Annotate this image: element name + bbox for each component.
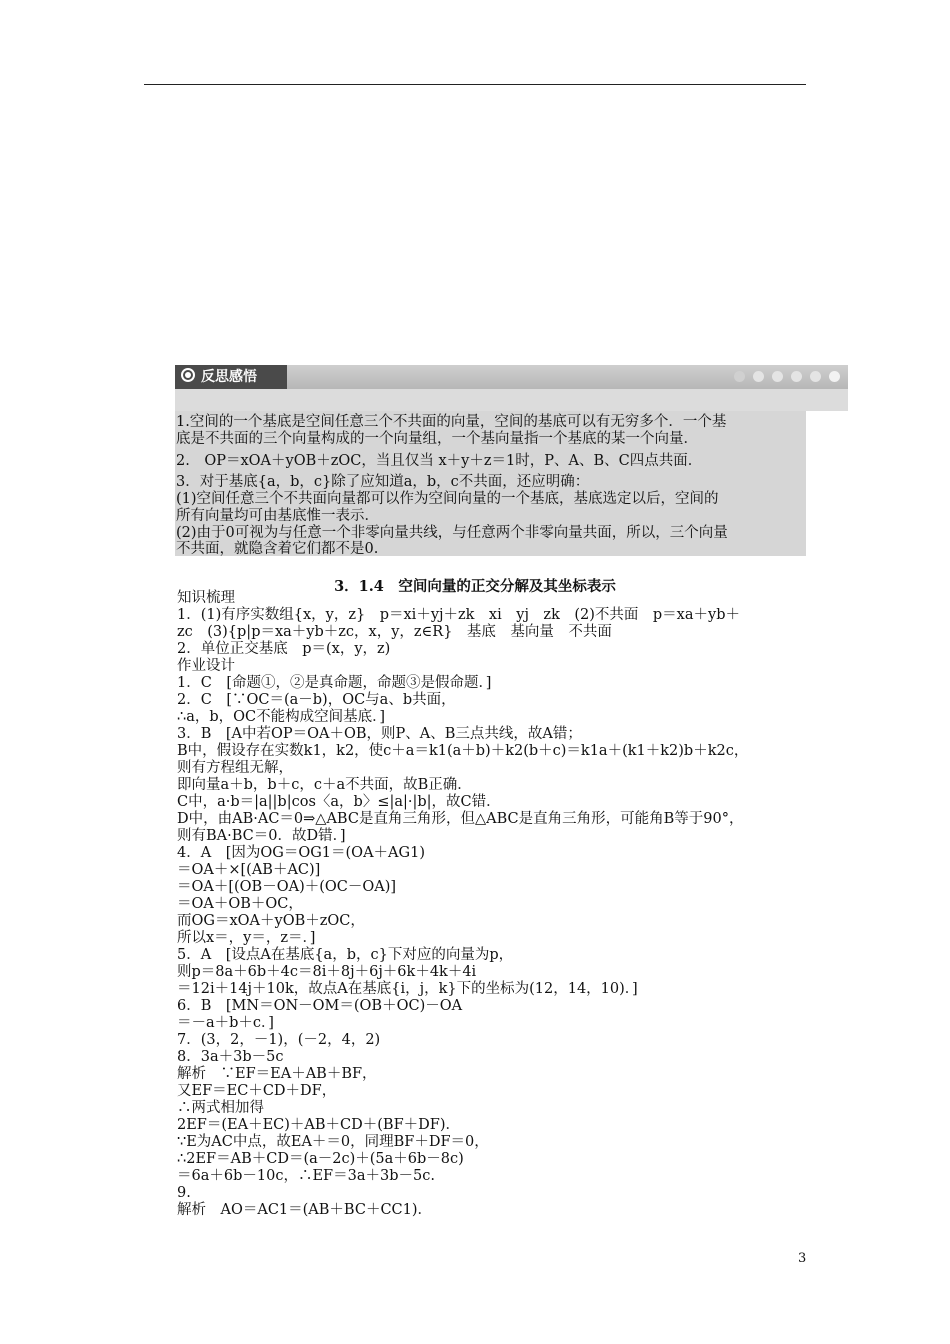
body-line: 2EF＝(EA＋EC)＋AB＋CD＋(BF＋DF)． <box>177 1117 460 1133</box>
body-line: 则有方程组无解， <box>177 760 293 776</box>
body-line: 9. <box>177 1185 191 1201</box>
body-line: ∴a，b，OC不能构成空间基底．] <box>177 709 386 725</box>
body-line: ＝12i＋14j＋10k，故点A在基底{i，j，k}下的坐标为(12，14，10)．] <box>177 981 638 997</box>
body-line: ＝OA＋[(OB－OA)＋(OC－OA)] <box>177 879 397 895</box>
body-line: 7．(3，2，－1)，(－2，4，2) <box>177 1032 381 1048</box>
decorative-dots <box>734 371 840 382</box>
body-line: 而OG＝xOA＋yOB＋zOC， <box>177 913 365 929</box>
reflection-label: 反思感悟 <box>201 369 257 385</box>
body-line: 则有BA·BC＝0．故D错．] <box>177 828 346 844</box>
summary-line: 底是不共面的三个向量构成的一个向量组，一个基向量指一个基底的某一个向量． <box>176 431 698 447</box>
body-line: 解析 ∵EF＝EA＋AB＋BF， <box>177 1066 377 1082</box>
body-line: 1．(1)有序实数组{x，y，z} p＝xi＋yj＋zk xi yj zk (2)不共面 p＝xa＋yb＋ <box>177 607 740 623</box>
summary-line: (2)由于0可视为与任意一个非零向量共线，与任意两个非零向量共面，所以，三个向量 <box>176 525 728 541</box>
body-line: 2．单位正交基底 p＝(x，y，z) <box>177 641 391 657</box>
body-line: 8．3a＋3b－5c <box>177 1049 284 1065</box>
summary-line: 2. OP＝xOA＋yOB＋zOC，当且仅当 x＋y＋z＝1时，P、A、B、C四点共面． <box>176 453 703 469</box>
reflection-tag <box>175 365 287 389</box>
body-line: 作业设计 <box>177 658 235 674</box>
summary-line: 所有向量均可由基底惟一表示． <box>176 508 379 524</box>
banner-shadow <box>175 389 848 411</box>
body-line: ＝－a＋b＋c．] <box>177 1015 274 1031</box>
body-line: ∴两式相加得 <box>177 1100 264 1116</box>
body-line: ＝OA＋×[(AB＋AC)] <box>177 862 321 878</box>
body-line: 3．B [A中若OP＝OA＋OB，则P、A、B三点共线，故A错； <box>177 726 582 742</box>
body-line: 解析 AO＝AC1＝(AB＋BC＋CC1)． <box>177 1202 433 1218</box>
summary-line: 不共面，就隐含着它们都不是0. <box>176 541 379 557</box>
body-line: B中，假设存在实数k1，k2，使c＋a＝k1(a＋b)＋k2(b＋c)＝k1a＋(k1＋k2)b＋k2c， <box>177 743 749 759</box>
dot-icon <box>791 371 802 382</box>
body-line: C中，a·b＝|a||b|cos〈a，b〉≤|a|·|b|，故C错． <box>177 794 501 810</box>
body-line: ＝OA＋OB＋OC， <box>177 896 303 912</box>
section-title: 3．1.4 空间向量的正交分解及其坐标表示 <box>334 578 616 595</box>
body-line: 知识梳理 <box>177 590 235 606</box>
body-line: 4．A [因为OG＝OG1＝(OA＋AG1) <box>177 845 425 861</box>
body-line: 2．C [∵OC＝(a－b)，OC与a、b共面， <box>177 692 456 708</box>
body-line: 6．B [MN＝ON－OM＝(OB＋OC)－OA <box>177 998 463 1014</box>
summary-line: 1.空间的一个基底是空间任意三个不共面的向量，空间的基底可以有无穷多个．一个基 <box>176 414 727 430</box>
body-line: 5．A [设点A在基底{a，b，c}下对应的向量为p， <box>177 947 514 963</box>
dot-icon <box>829 371 840 382</box>
page-number: 3 <box>798 1251 807 1266</box>
body-line: ∵E为AC中点，故EA＋＝0，同理BF＋DF＝0， <box>177 1134 489 1150</box>
dot-icon <box>810 371 821 382</box>
body-line: 1．C [命题①，②是真命题，命题③是假命题．] <box>177 675 492 691</box>
dot-icon <box>772 371 783 382</box>
summary-line: (1)空间任意三个不共面向量都可以作为空间向量的一个基底，基底选定以后，空间的 <box>176 491 719 507</box>
body-line: D中，由AB·AC＝0⇒△ABC是直角三角形，但△ABC是直角三角形，可能角B等于90°， <box>177 811 744 827</box>
dot-icon <box>753 371 764 382</box>
dot-icon <box>734 371 745 382</box>
summary-line: 3．对于基底{a，b，c}除了应知道a，b，c不共面，还应明确： <box>176 474 590 490</box>
body-line: 所以x＝，y＝，z＝．] <box>177 930 316 946</box>
body-line: 即向量a＋b，b＋c，c＋a不共面，故B正确． <box>177 777 472 793</box>
header-rule <box>144 84 806 85</box>
body-line: zc (3){p|p＝xa＋yb＋zc，x，y，z∈R} 基底 基向量 不共面 <box>177 624 612 640</box>
body-line: ∴2EF＝AB＋CD＝(a－2c)＋(5a＋6b－8c) <box>177 1151 464 1167</box>
body-line: 又EF＝EC＋CD＋DF， <box>177 1083 337 1099</box>
body-line: 则p＝8a＋6b＋4c＝8i＋8j＋6j＋6k＋4k＋4i <box>177 964 477 980</box>
body-line: ＝6a＋6b－10c，∴EF＝3a＋3b－5c. <box>177 1168 435 1184</box>
bullet-circle-icon <box>181 368 195 382</box>
reflection-banner <box>175 365 848 389</box>
